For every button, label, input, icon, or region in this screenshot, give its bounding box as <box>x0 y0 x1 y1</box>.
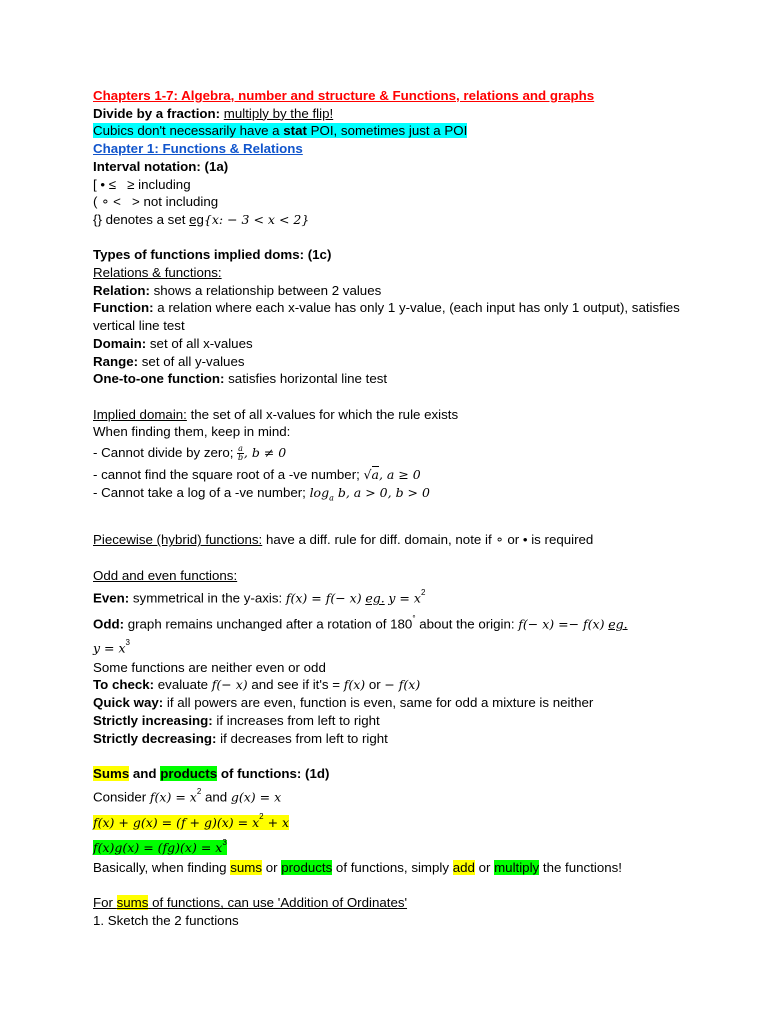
interval-not-including: ( ∘ < > not including <box>93 194 219 210</box>
square-root-rule: - cannot find the square root of a -ve number; √a, a ≥ 0 <box>93 467 421 483</box>
product-equation-highlight: $f(x)g(x) = (fg)(x) = x^3$ <box>93 837 227 855</box>
log-rule: - Cannot take a log of a -ve number; $\log_a b$, a > 0, b > 0 <box>93 485 430 503</box>
to-check-line: To check: evaluate f(− x) and see if it's = f(x) or − f(x) <box>93 677 421 693</box>
sum-equation-highlight: $f(x) + g(x) = (f + g)(x) = x^2 + x$ <box>93 812 290 830</box>
odd-example: $y = x^3$ <box>93 638 130 656</box>
consider-line: Consider $f(x) = x^2$ and g(x) = x <box>93 786 282 805</box>
odd-definition: Odd: graph remains unchanged after a rotation of 180° about the origin: f(− x) =− f(x) eg. <box>93 613 628 632</box>
neither-note: Some functions are neither even or odd <box>93 659 326 675</box>
keep-in-mind: When finding them, keep in mind: <box>93 424 291 440</box>
set-notation: {} denotes a set eg{x: − 3 < x < 2} <box>93 211 310 227</box>
main-heading: Chapters 1-7: Algebra, number and structure & Functions, relations and graphs <box>93 88 595 103</box>
piecewise-definition: Piecewise (hybrid) functions: have a diff. rule for diff. domain, note if ∘ or • is required <box>93 532 594 548</box>
interval-including: [ • ≤ ≥ including <box>93 176 191 192</box>
one-to-one-definition: One-to-one function: satisfies horizontal line test <box>93 371 388 387</box>
interval-heading: Interval notation: (1a) <box>93 158 229 174</box>
sum-equation <box>93 808 693 833</box>
strictly-increasing-line: Strictly increasing: if increases from left to right <box>93 712 380 728</box>
range-definition: Range: set of all y-values <box>93 353 245 369</box>
chapter-1-heading: Chapter 1: Functions & Relations <box>93 141 303 157</box>
relation-definition: Relation: shows a relationship between 2 values <box>93 282 382 298</box>
fraction-a-over-b: $\frac{a}{b}$ <box>237 444 244 463</box>
divide-line: Divide by a fraction: multiply by the flip! <box>93 105 334 121</box>
addition-of-ordinates-line: For sums of functions, can use 'Addition of Ordinates' <box>93 895 408 911</box>
strictly-decreasing-line: Strictly decreasing: if decreases from left to right <box>93 730 388 746</box>
divide-by-zero-rule: - Cannot divide by zero; $\frac{a}{b}$ , b ≠ 0 <box>93 444 287 463</box>
product-equation <box>93 834 693 859</box>
step-1-line: 1. Sketch the 2 functions <box>93 913 239 929</box>
square-root-symbol: √a <box>363 467 379 483</box>
implied-domain-definition: Implied domain: the set of all x-values for which the rule exists <box>93 406 459 422</box>
odd-even-heading: Odd and even functions: <box>93 567 238 583</box>
domain-definition: Domain: set of all x-values <box>93 335 253 351</box>
sums-products-heading: Sums and products of functions: (1d) <box>93 765 330 781</box>
types-heading: Types of functions implied doms: (1c) <box>93 247 332 263</box>
quick-way-line: Quick way: if all powers are even, function is even, same for odd a mixture is neither <box>93 695 594 711</box>
cubics-highlight: Cubics don't necessarily have a stat POI, sometimes just a POI <box>93 123 468 139</box>
cubics-line <box>93 122 693 140</box>
function-definition: Function: a relation where each x-value has only 1 y-value, (each input has only 1 output), satisfies vertical line test <box>93 300 680 334</box>
basically-line: Basically, when finding sums or products of functions, simply add or multiply the functions! <box>93 859 622 875</box>
notes-content <box>93 87 693 930</box>
relations-subheading: Relations & functions: <box>93 265 222 281</box>
even-definition: Even: symmetrical in the y-axis: f(x) = f(− x) eg. $y = x^2$ <box>93 588 426 606</box>
